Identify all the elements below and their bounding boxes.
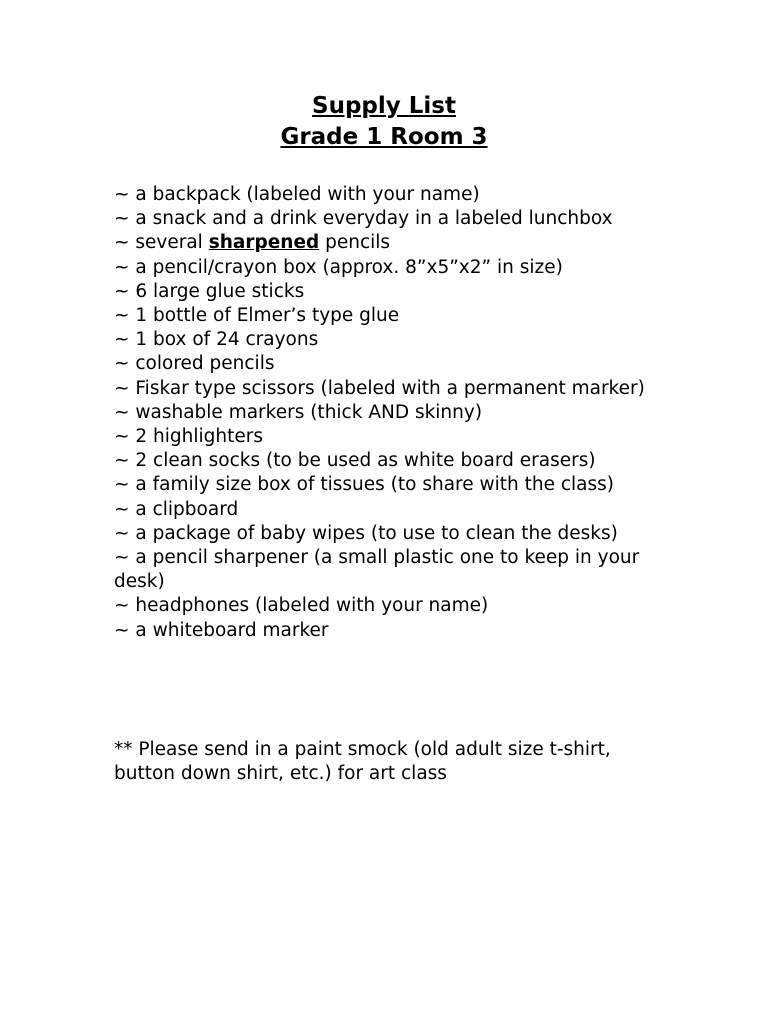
supply-item: ~ 6 large glue sticks <box>114 280 305 302</box>
supply-item <box>114 231 674 255</box>
supply-item: ~ a pencil/crayon box (approx. 8”x5”x2” in size) <box>114 256 563 278</box>
document-header <box>0 91 768 153</box>
supply-item: ~ a family size box of tissues (to share with the class) <box>114 474 615 496</box>
document-title: Supply List <box>312 93 456 119</box>
supply-item: ~ 2 clean socks (to be used as white board erasers) <box>114 450 596 472</box>
supply-item: ~ headphones (labeled with your name) <box>114 595 489 617</box>
supply-list <box>114 183 674 643</box>
supply-item: ~ Fiskar type scissors (labeled with a permanent marker) <box>114 377 645 399</box>
supply-item: ~ 2 highlighters <box>114 426 263 448</box>
supply-item: ~ 1 box of 24 crayons <box>114 329 319 351</box>
art-smock-note: ** Please send in a paint smock (old adult size t-shirt, button down shirt, etc.) for art class <box>114 739 611 785</box>
supply-item: ~ 1 bottle of Elmer’s type glue <box>114 305 400 327</box>
supply-item: ~ a backpack (labeled with your name) <box>114 184 480 205</box>
emphasized-word: sharpened <box>208 232 320 254</box>
supply-item: ~ colored pencils <box>114 353 275 375</box>
supply-item: ~ a clipboard <box>114 498 239 520</box>
supply-item: ~ a package of baby wipes (to use to clean the desks) <box>114 522 618 544</box>
supply-item: ~ washable markers (thick AND skinny) <box>114 401 483 423</box>
supply-item-suffix: pencils <box>319 232 391 254</box>
supply-item: ~ a whiteboard marker <box>114 619 329 641</box>
document-subtitle: Grade 1 Room 3 <box>280 124 488 150</box>
supply-item-prefix: ~ several <box>114 232 209 254</box>
supply-item: ~ a pencil sharpener (a small plastic one to keep in your desk) <box>114 547 640 593</box>
supply-item: ~ a snack and a drink everyday in a labeled lunchbox <box>114 208 613 230</box>
